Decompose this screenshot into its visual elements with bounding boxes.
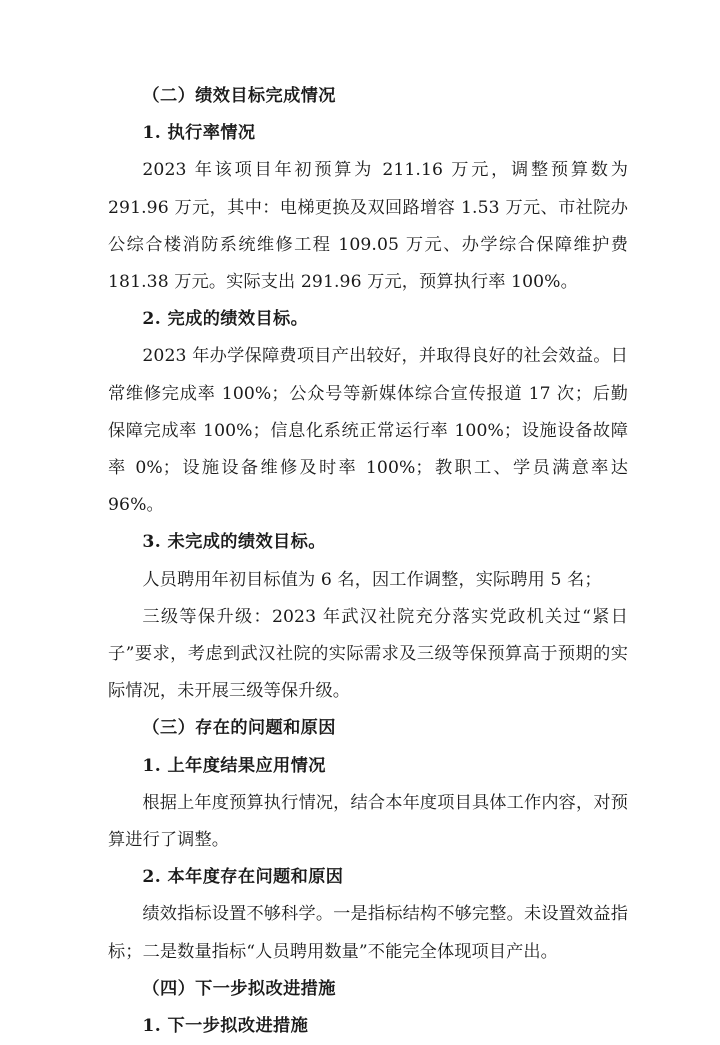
subheading-completed-goals: 2. 完成的绩效目标。 bbox=[142, 309, 309, 330]
section-heading-2: （二）绩效目标完成情况 bbox=[142, 86, 336, 106]
document-body bbox=[108, 78, 628, 1045]
paragraph-level3-security: 三级等保升级：2023 年武汉社院充分落实党政机关过“紧日子”要求，考虑到武汉社院的实际需求及三级等保预算高于预期的实际情况，未开展三级等保升级。 bbox=[108, 606, 628, 702]
paragraph-completed-goals: 2023 年办学保障费项目产出较好，并取得良好的社会效益。日常维修完成率 100%；公众号等新媒体综合宣传报道 17 次；后勤保障完成率 100%；信息化系统正常运行率 100%；设施设备故障率 0%；设施设备维修及时率 100%；教职工、学员满意率达 96%。 bbox=[108, 346, 628, 516]
subheading-execution-rate: 1. 执行率情况 bbox=[142, 123, 256, 144]
paragraph-staff-hiring: 人员聘用年初目标值为 6 名，因工作调整，实际聘用 5 名； bbox=[142, 569, 602, 590]
paragraph-prior-year-results: 根据上年度预算执行情况，结合本年度项目具体工作内容，对预算进行了调整。 bbox=[108, 792, 628, 851]
subheading-uncompleted-goals: 3. 未完成的绩效目标。 bbox=[142, 532, 326, 553]
paragraph-current-year-problems: 绩效指标设置不够科学。一是指标结构不够完整。未设置效益指标；二是数量指标“人员聘用数量”不能完全体现项目产出。 bbox=[108, 904, 628, 962]
paragraph-execution-rate: 2023 年该项目年初预算为 211.16 万元，调整预算数为 291.96 万元，其中：电梯更换及双回路增容 1.53 万元、市社院办公综合楼消防系统维修工程 109.05 万元、办学综合保障维护费 181.38 万元。实际支出 291.96 万元，预算执行率 100%。 bbox=[108, 160, 628, 293]
subheading-next-step-measures: 1. 下一步拟改进措施 bbox=[142, 1016, 309, 1037]
subheading-prior-year-results: 1. 上年度结果应用情况 bbox=[142, 755, 326, 776]
section-heading-3: （三）存在的问题和原因 bbox=[142, 718, 336, 739]
subheading-current-year-problems: 2. 本年度存在问题和原因 bbox=[142, 867, 344, 888]
section-heading-4: （四）下一步拟改进措施 bbox=[142, 978, 336, 999]
